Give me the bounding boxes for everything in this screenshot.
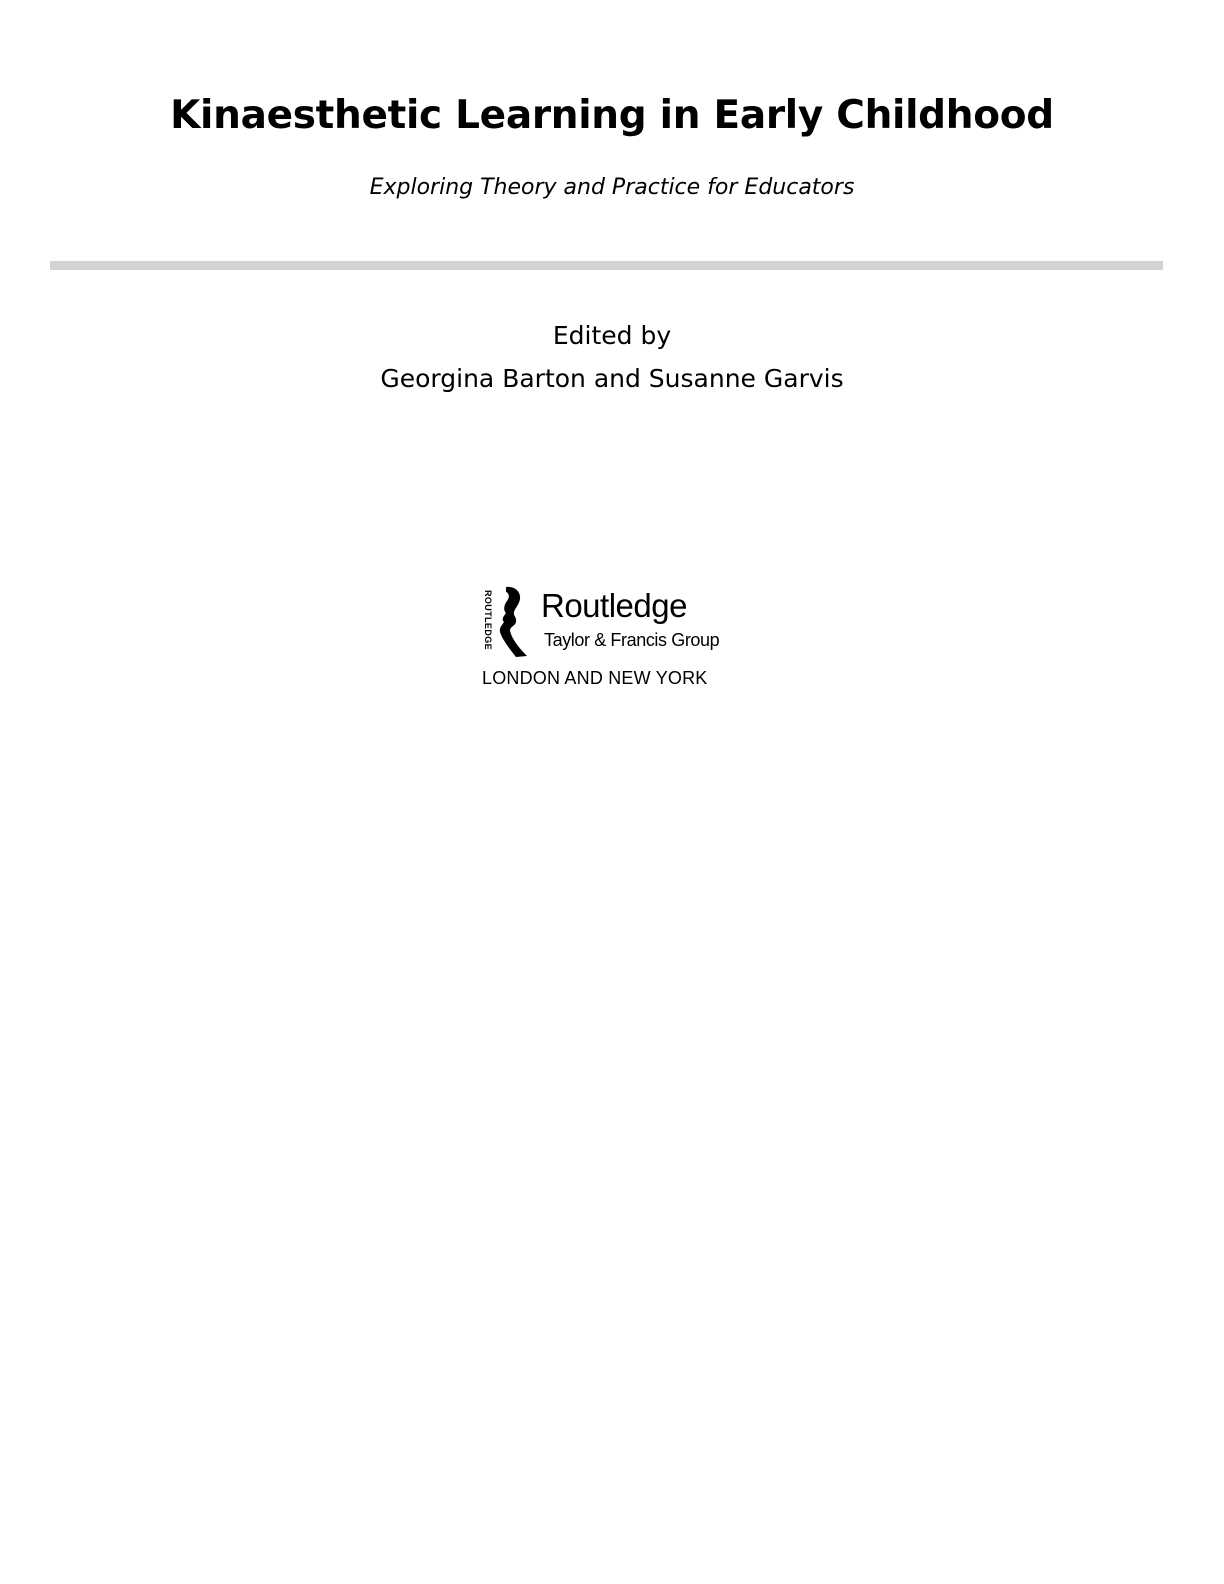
publisher-group: Taylor & Francis Group: [544, 630, 720, 650]
publisher-name: Routledge: [541, 587, 687, 624]
publisher-imprint: [476, 584, 746, 696]
logo-vertical-text: ROUTLEDGE: [483, 589, 493, 651]
divider-rule: [50, 261, 1163, 270]
book-subtitle: Exploring Theory and Practice for Educators: [369, 175, 855, 200]
book-title: Kinaesthetic Learning in Early Childhood: [170, 93, 1054, 138]
publisher-locations: LONDON AND NEW YORK: [482, 668, 708, 688]
routledge-r-profile-icon: [480, 586, 528, 658]
edited-by-label: Edited by: [552, 321, 672, 350]
editors-names: Georgina Barton and Susanne Garvis: [380, 364, 844, 393]
